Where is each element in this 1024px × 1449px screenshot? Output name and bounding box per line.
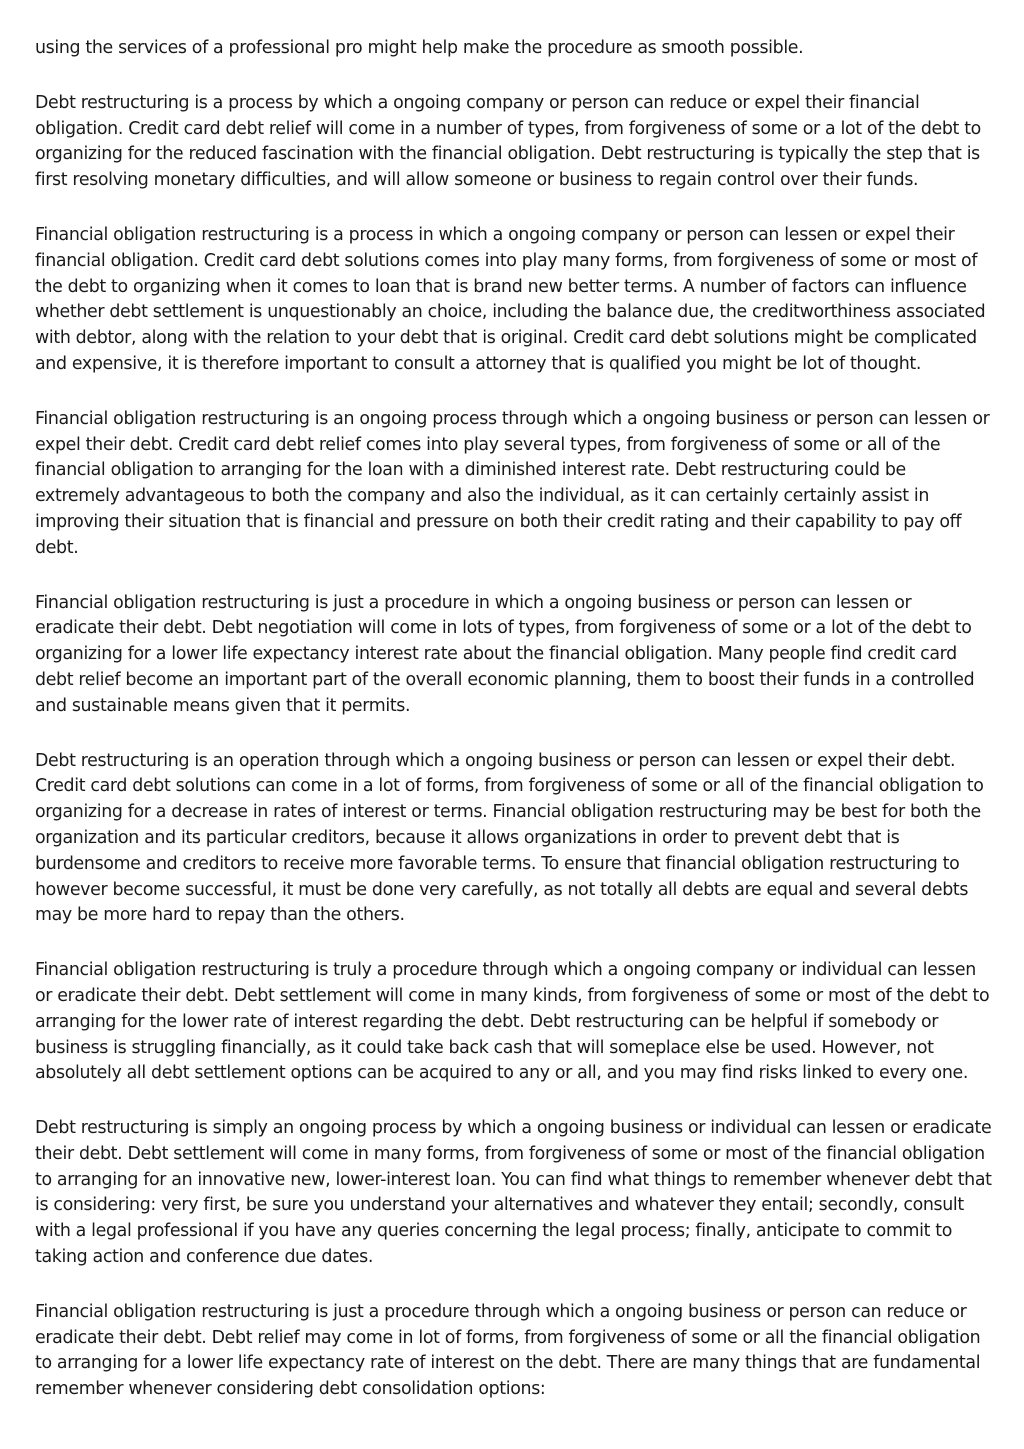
paragraph: Financial obligation restructuring is a process in which a ongoing company or person can lessen or expel their financial obligation. Credit card debt solutions comes into play many forms, from forgiveness of some or most of the debt to organizing when it comes to loan that is brand new better terms. A number of factors can influence whether debt settlement is unquestionably an choice, including the balance due, the creditworthiness associated with debtor, along with the relation to your debt that is original. Credit card debt solutions might be complicated and expensive, it is therefore important to consult a attorney that is qualified you might be lot of thought. bbox=[35, 224, 986, 374]
paragraph: Financial obligation restructuring is just a procedure in which a ongoing business or person can lessen or eradicate their debt. Debt negotiation will come in lots of types, from forgiveness of some or a lot of the debt to organizing for a lower life expectancy interest rate about the financial obligation. Many people find credit card debt relief become an important part of the overall economic planning, them to boost their funds in a controlled and sustainable means given that it permits. bbox=[35, 592, 975, 716]
paragraph: Financial obligation restructuring is truly a procedure through which a ongoing company or individual can lessen or eradicate their debt. Debt settlement will come in many kinds, from forgiveness of some or most of the debt to arranging for the lower rate of interest regarding the debt. Debt restructuring can be helpful if somebody or business is struggling financially, as it could take back cash that will someplace else be used. However, not absolutely all debt settlement options can be acquired to any or all, and you may find risks linked to every one. bbox=[35, 960, 990, 1084]
paragraph: Financial obligation restructuring is an ongoing process through which a ongoing business or person can lessen or expel their debt. Credit card debt relief comes into play several types, from forgiveness of some or all of the financial obligation to arranging for the loan with a diminished interest rate. Debt restructuring could be extremely advantageous to both the company and also the individual, as it can certainly certainly assist in improving their situation that is financial and pressure on both their credit rating and their capability to pay off debt. bbox=[35, 408, 990, 558]
paragraph: Debt restructuring is simply an ongoing process by which a ongoing business or individual can lessen or eradicate their debt. Debt settlement will come in many forms, from forgiveness of some or most of the financial obligation to arranging for an innovative new, lower-interest loan. You can find what things to remember whenever debt that is considering: very first, be sure you understand your alternatives and whatever they entail; secondly, consult with a legal professional if you have any queries concerning the legal process; finally, anticipate to commit to taking action and conference due dates. bbox=[35, 1118, 992, 1268]
paragraph: Debt restructuring is an operation through which a ongoing business or person can lessen or expel their debt. Credit card debt solutions can come in a lot of forms, from forgiveness of some or all of the financial obligation to organizing for a decrease in rates of interest or terms. Financial obligation restructuring may be best for both the organization and its particular creditors, because it allows organizations in order to prevent debt that is burdensome and creditors to receive more favorable terms. To ensure that financial obligation restructuring to however become successful, it must be done very carefully, as not totally all debts are equal and several debts may be more hard to repay than the others. bbox=[35, 750, 984, 926]
paragraph: Financial obligation restructuring is just a procedure through which a ongoing business or person can reduce or eradicate their debt. Debt relief may come in lot of forms, from forgiveness of some or all the financial obligation to arranging for a lower life expectancy rate of interest on the debt. There are many things that are fundamental remember whenever considering debt consolidation options: bbox=[35, 1301, 981, 1400]
document-body bbox=[35, 36, 993, 1432]
paragraph: using the services of a professional pro might help make the procedure as smooth possible. bbox=[35, 38, 804, 58]
paragraph: Debt restructuring is a process by which a ongoing company or person can reduce or expel their financial obligation. Credit card debt relief will come in a number of types, from forgiveness of some or a lot of the debt to organizing for the reduced fascination with the financial obligation. Debt restructuring is typically the step that is first resolving monetary difficulties, and will allow someone or business to regain control over their funds. bbox=[35, 92, 981, 191]
